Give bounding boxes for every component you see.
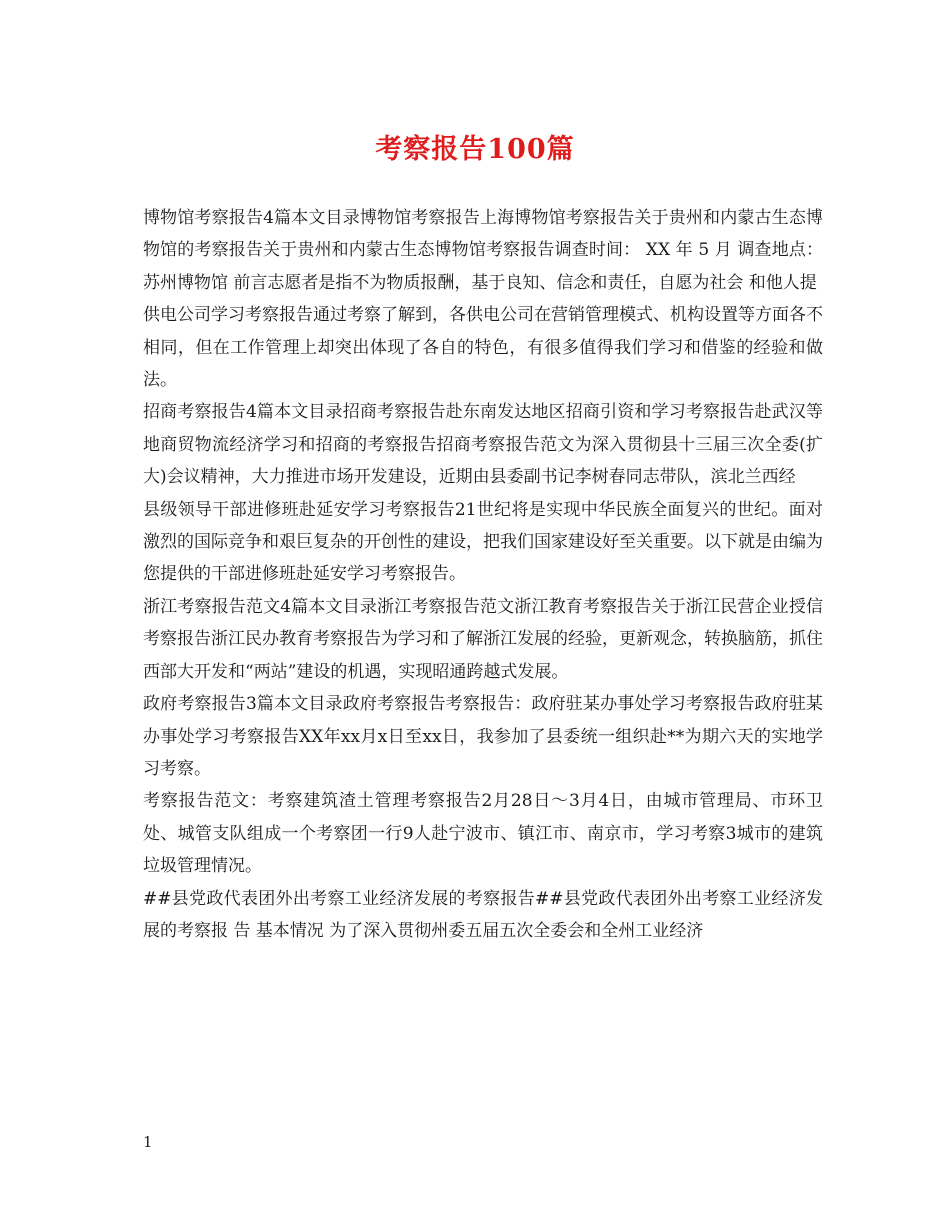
page-number: 1 [143,1133,153,1151]
paragraph-zhejiang-report: 浙江考察报告范文4篇本文目录浙江考察报告范文浙江教育考察报告关于浙江民营企业授信考察报告浙江民办教育考察报告为学习和了解浙江发展的经验，更新观念，转换脑筋，抓住西部大开发和“两站”建设的机遇，实现昭通跨越式发展。 [143,596,823,682]
paragraph-investment-report: 招商考察报告4篇本文目录招商考察报告赴东南发达地区招商引资和学习考察报告赴武汉等地商贸物流经济学习和招商的考察报告招商考察报告范文为深入贯彻县十三届三次全委(扩大)会议精神，大力推进市场开发建设，近期由县委副书记李树春同志带队，滨北兰西经 [143,402,823,488]
paragraph-industrial-economy-report: ##县党政代表团外出考察工业经济发展的考察报告##县党政代表团外出考察工业经济发展的考察报 告 基本情况 为了深入贯彻州委五届五次全委会和全州工业经济 [143,888,823,941]
paragraph-museum-report: 博物馆考察报告4篇本文目录博物馆考察报告上海博物馆考察报告关于贵州和内蒙古生态博物馆的考察报告关于贵州和内蒙古生态博物馆考察报告调查时间： XX 年 5 月 调查地点：苏州博物馆 前言志愿者是指不为物质报酬，基于良知、信念和责任，自愿为社会 和他人提 [143,208,823,293]
paragraph-power-company-report: 供电公司学习考察报告通过考察了解到，各供电公司在营销管理模式、机构设置等方面各不相同，但在工作管理上却突出体现了各自的特色，有很多值得我们学习和借鉴的经验和做法。 [143,305,823,391]
paragraph-construction-waste-report: 考察报告范文：考察建筑渣土管理考察报告2月28日～3月4日，由城市管理局、市环卫处、城管支队组成一个考察团一行9人赴宁波市、镇江市、南京市，学习考察3城市的建筑垃圾管理情况。 [143,791,823,877]
document-title: 考察报告100篇 [375,134,575,165]
document-body [143,202,823,947]
paragraph-government-report: 政府考察报告3篇本文目录政府考察报告考察报告：政府驻某办事处学习考察报告政府驻某办事处学习考察报告XX年xx月x日至xx日，我参加了县委统一组织赴**为期六天的实地学习考察。 [143,694,823,779]
paragraph-yanan-study-report: 县级领导干部进修班赴延安学习考察报告21世纪将是实现中华民族全面复兴的世纪。面对激烈的国际竞争和艰巨复杂的开创性的建设，把我们国家建设好至关重要。以下就是由编为您提供的干部进修班赴延安学习考察报告。 [143,499,823,585]
